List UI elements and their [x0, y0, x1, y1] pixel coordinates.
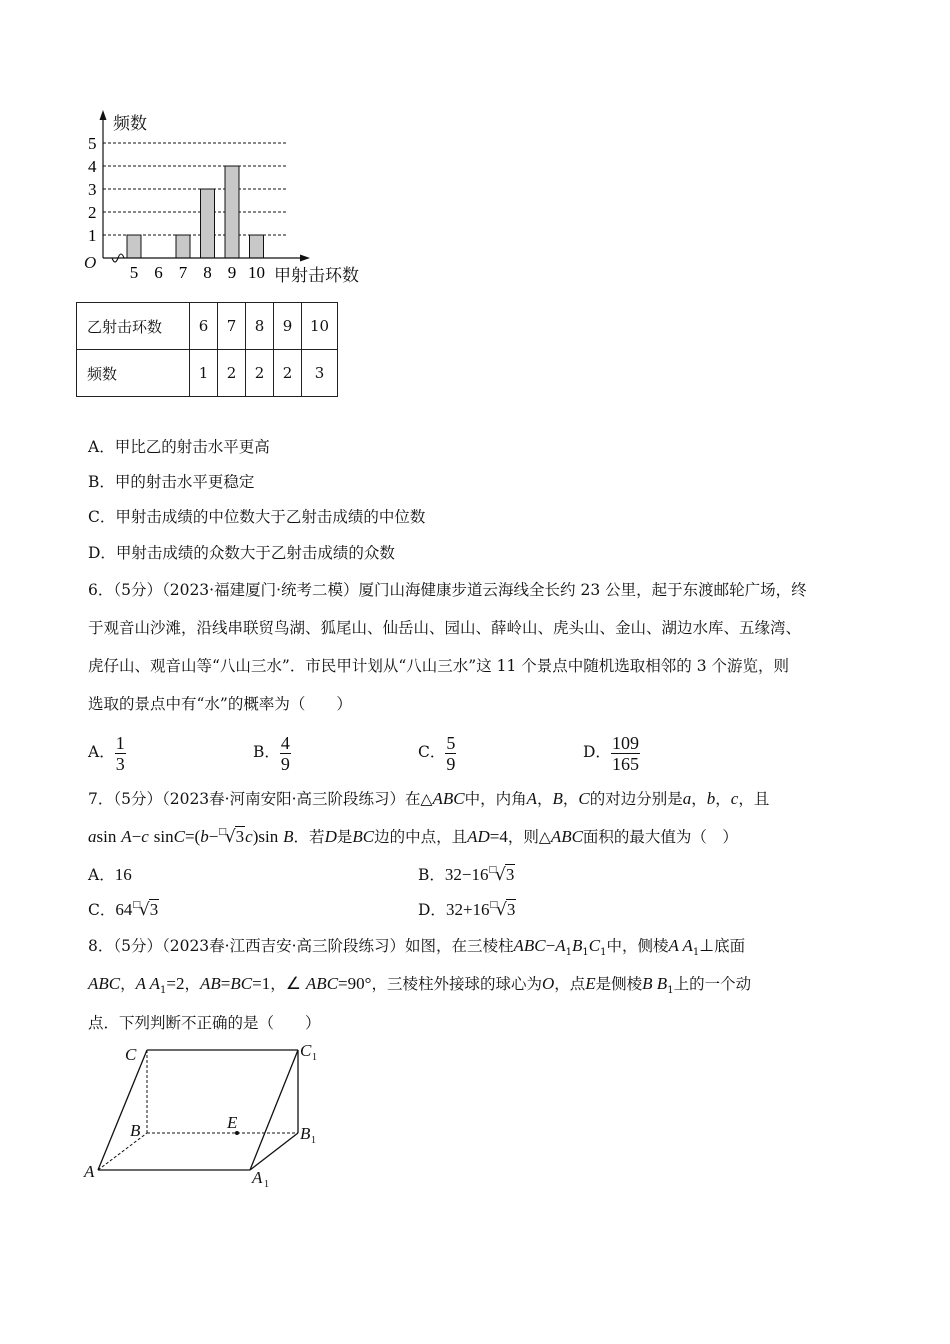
y-tick-label: 2 — [88, 203, 97, 222]
q7-stem-line-2: asin A−c sinC=(b−□√3c)sin B．若D是BC边的中点，且AD=4，则△ABC面积的最大值为（ ） — [88, 826, 738, 851]
q5-option-c: C．甲射击成绩的中位数大于乙射击成绩的中位数 — [88, 508, 426, 526]
option-label: A． — [88, 743, 115, 761]
prism-figure — [80, 1040, 330, 1190]
table-cell: 10 — [302, 303, 338, 350]
frequency-bar-chart — [78, 108, 388, 293]
table-cell: 9 — [274, 303, 302, 350]
label-c: C — [125, 1045, 137, 1064]
option-label: C． — [418, 743, 446, 761]
label-a1: A — [252, 1168, 263, 1187]
bar — [127, 235, 141, 258]
bar — [176, 235, 190, 258]
table-cell: 7 — [218, 303, 246, 350]
x-tick-label: 7 — [178, 263, 188, 282]
label-a1-sub: 1 — [264, 1179, 269, 1190]
cube-root: □√3 — [488, 865, 515, 885]
table-cell: 2 — [246, 350, 274, 397]
bar — [201, 189, 215, 258]
q6-option-d — [583, 730, 640, 774]
x-tick-label: 6 — [154, 263, 163, 282]
q5-option-a: A．甲比乙的射击水平更高 — [88, 438, 270, 456]
option-label: B． — [253, 743, 280, 761]
label-c1-sub: 1 — [312, 1052, 317, 1063]
fraction: $\frac{1}{3}$ — [115, 732, 125, 774]
table-row — [77, 350, 338, 397]
y-tick-label: 3 — [88, 180, 97, 199]
table-cell: 1 — [190, 350, 218, 397]
q6-stem-line-1: 6．（5分）（2023·福建厦门·统考二模）厦门山海健康步道云海线全长约 23 公里，起于东渡邮轮广场，终 — [88, 581, 807, 599]
q8-stem-line-2: ABC，A $A_1=2$，AB=BC=1，∠ ABC=90°，三棱柱外接球的球心为O，点E是侧棱B $B_1$上的一个动 — [88, 974, 752, 997]
cube-root: □√3 — [218, 827, 245, 847]
q6-option-b — [253, 730, 291, 774]
fraction: $\frac{109}{165}$ — [611, 732, 639, 774]
bar — [250, 235, 264, 258]
q6-stem-line-4: 选取的景点中有“水”的概率为（ ） — [88, 695, 352, 713]
table-cell: 3 — [302, 350, 338, 397]
q5-option-b: B．甲的射击水平更稳定 — [88, 473, 255, 491]
table-cell: 6 — [190, 303, 218, 350]
q7-option-a: A．16 — [88, 865, 132, 884]
y-tick-label: 1 — [88, 226, 97, 245]
x-tick-label: 9 — [227, 263, 237, 282]
x-tick-label: 5 — [129, 263, 139, 282]
label-e: E — [227, 1113, 238, 1132]
q7-stem-line-1: 7．（5分）（2023春·河南安阳·高三阶段练习）在△ABC中，内角A，B，C的对边分别是a，b，c，且 — [88, 789, 770, 808]
y-tick-label: 5 — [88, 134, 97, 153]
bar — [225, 166, 239, 258]
q6-option-a — [88, 730, 126, 774]
label-c1: C — [300, 1041, 312, 1060]
q7-option-c: C．64□√3 — [88, 899, 159, 924]
x-tick-label: 10 — [248, 263, 265, 282]
q5-option-d: D．甲射击成绩的众数大于乙射击成绩的众数 — [88, 544, 395, 562]
table-cell: 8 — [246, 303, 274, 350]
y-tick-label: 4 — [88, 157, 97, 176]
q6-option-c — [418, 730, 456, 774]
table-cell: 2 — [218, 350, 246, 397]
x-axis-arrow — [300, 255, 310, 262]
x-axis-label: 甲射击环数 — [274, 266, 359, 286]
label-a: A — [84, 1162, 95, 1181]
table-header-cell: 乙射击环数 — [77, 303, 190, 350]
y-axis-label: 频数 — [113, 114, 147, 134]
q8-stem-line-3: 点．下列判断不正确的是（ ） — [88, 1014, 321, 1032]
table-cell: 2 — [274, 350, 302, 397]
fraction: $\frac{5}{9}$ — [446, 732, 456, 774]
q8-stem-line-1: 8．（5分）（2023春·江西吉安·高三阶段练习）如图，在三棱柱$ABC-A_1B_1C_1$中，侧棱A $A_1\perp$底面 — [88, 936, 746, 959]
option-label: D． — [583, 743, 611, 761]
q6-stem-line-2: 于观音山沙滩，沿线串联贸鸟湖、狐尾山、仙岳山、园山、薛岭山、虎头山、金山、湖边水库、五缘湾、 — [88, 619, 802, 637]
q7-option-b: B．32−16□√3 — [418, 864, 515, 889]
frequency-table — [76, 302, 338, 397]
origin-label: O — [84, 253, 97, 272]
cube-root: □√3 — [489, 900, 516, 920]
q6-stem-line-3: 虎仔山、观音山等“八山三水”．市民甲计划从“八山三水”这 11 个景点中随机选取相邻的 3 个游览，则 — [88, 657, 789, 675]
y-axis-arrow — [100, 110, 107, 120]
table-row — [77, 303, 338, 350]
x-tick-label: 8 — [203, 263, 212, 282]
cube-root: □√3 — [132, 900, 159, 920]
fraction: $\frac{4}{9}$ — [280, 732, 290, 774]
label-b1: B — [300, 1124, 311, 1143]
table-header-cell: 频数 — [77, 350, 190, 397]
label-b1-sub: 1 — [311, 1135, 316, 1146]
q7-option-d: D．32+16□√3 — [418, 899, 516, 924]
label-b: B — [130, 1121, 141, 1140]
